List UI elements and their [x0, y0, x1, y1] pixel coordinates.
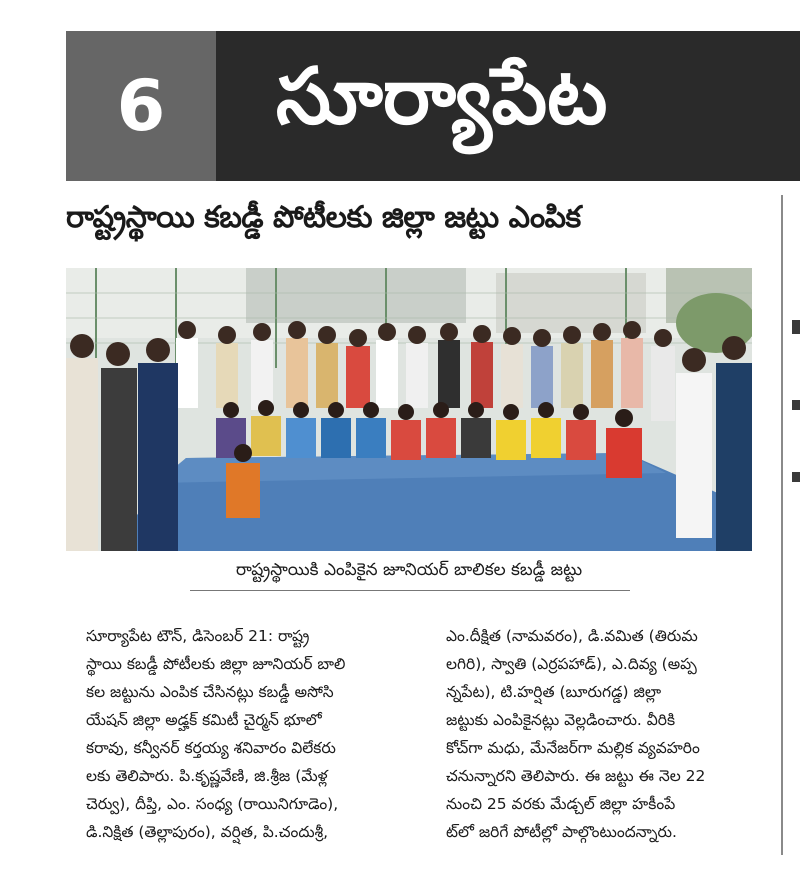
adjacent-column-edge [792, 472, 800, 482]
body-line: యేషన్ జిల్లా అడ్హక్ కమిటీ చైర్మన్ భూలో [86, 711, 322, 729]
body-line: లగిరి), స్వాతి (ఎర్రపహాడ్), ఎ.దివ్య (అప్ప [446, 655, 697, 673]
body-line: ఎం.దీక్షిత (నామవరం), డి.వమిత (తిరుమ [446, 627, 698, 645]
adjacent-column-edge [792, 320, 800, 334]
body-line: లకు తెలిపారు. పి.కృష్ణవేణి, జి.శ్రీజ (మేళ్ల [86, 767, 328, 785]
article-body-right-column [446, 622, 756, 846]
adjacent-column-edge [792, 400, 800, 410]
body-line: డి.నిక్షిత (తెల్లాపురం), వర్షిత, పి.చందుశ్రీ, [86, 823, 329, 841]
masthead [66, 31, 800, 181]
next-article-headline-cropped [80, 878, 780, 891]
body-line: కోచ్‌గా మధు, మేనేజర్‌గా మల్లిక వ్యవహరిం [446, 739, 700, 757]
article-headline: రాష్ట్రస్థాయి కబడ్డీ పోటీలకు జిల్లా జట్టు ఎంపిక [66, 200, 581, 235]
body-line: కరావు, కన్వీనర్ కర్తయ్య శనివారం విలేకరు [86, 739, 336, 757]
caption-underline [190, 590, 630, 591]
body-line: జట్టుకు ఎంపికైనట్లు వెల్లడించారు. వీరికి [446, 711, 676, 729]
column-rule [781, 195, 783, 855]
page-number: 6 [66, 31, 216, 181]
body-line: నుంచి 25 వరకు మేడ్చల్ జిల్లా హకీంపే [446, 795, 676, 813]
article-body-left-column [86, 622, 422, 846]
body-line: చనున్నారని తెలిపారు. ఈ జట్టు ఈ నెల 22 [446, 767, 706, 785]
body-line: చెర్వు), దీప్తి, ఎం. సంధ్య (రాయినిగూడెం), [86, 795, 339, 813]
body-line: స్థాయి కబడ్డీ పోటీలకు జిల్లా జూనియర్ బాలి [86, 655, 346, 673]
body-line: న్నపేట), టి.హర్షిత (బూరుగడ్డ) జిల్లా [446, 683, 662, 701]
body-line: కల జట్టును ఎంపిక చేసినట్లు కబడ్డీ అసోసి [86, 683, 334, 701]
section-title: సూర్యాపేట [216, 31, 800, 181]
body-line: సూర్యాపేట టౌన్, డిసెంబర్ 21: రాష్ట్ర [86, 627, 310, 645]
team-photo [66, 268, 752, 551]
photo-caption: రాష్ట్రస్థాయికి ఎంపికైన జూనియర్ బాలికల కబడ్డీ జట్టు [235, 560, 583, 580]
body-line: ట్‌లో జరిగే పోటీల్లో పాల్గొంటుందన్నారు. [446, 823, 677, 841]
